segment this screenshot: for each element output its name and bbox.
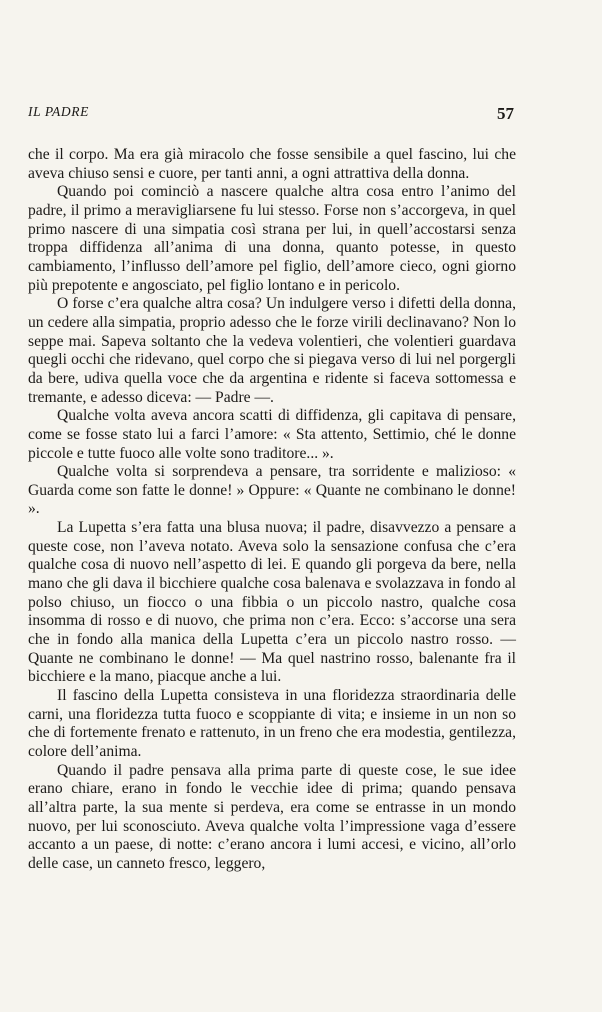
paragraph: che il corpo. Ma era già miracolo che fosse sensibile a quel fascino, lui che aveva chiuso sensi e cuore, per tanti anni, a ogni attrattiva della donna. [28,146,516,182]
paragraph: O forse c’era qualche altra cosa? Un indulgere verso i difetti della donna, un cedere alla simpatia, proprio adesso che le forze virili declinavano? Non lo seppe mai. Sapeva soltanto che la vedeva volentieri, che volentieri guardava quegli occhi che ridevano, quel corpo che si piegava verso di lui nel porgergli da bere, udiva quella voce che da argentina e ridente si faceva sottomessa e tremante, e adesso diceva: — Padre —. [28,295,516,406]
paragraph: La Lupetta s’era fatta una blusa nuova; il padre, disavvezzo a pensare a queste cose, non l’aveva notato. Aveva solo la sensazione confusa che c’era qualche cosa di nuovo nell’aspetto di lei. E quando gli porgeva da bere, nella mano che gli dava il bicchiere qualche cosa balenava e svolazzava in fondo al polso chiuso, un fiocco o una fibbia o un piccolo nastro, qualche cosa insomma di rosso e di nuovo, che prima non c’era. Ecco: s’accorse una sera che in fondo alla manica della Lupetta c’era un piccolo nastro rosso. — Quante ne combinano le donne! — Ma quel nastrino rosso, balenante fra il bicchiere e la mano, piacque anche a lui. [28,519,516,686]
paragraph: Quando il padre pensava alla prima parte di queste cose, le sue idee erano chiare, erano in fondo le vecchie idee di prima; quando pensava all’altra parte, la sua mente si perdeva, era come se entrasse in un mondo nuovo, per lui sconosciuto. Aveva qualche volta l’impressione vaga d’essere accanto a un paese, di notte: c’erano ancora i lumi accesi, e vicino, all’orlo delle case, un canneto fresco, leggero, [28,761,516,872]
paragraph: Qualche volta si sorprendeva a pensare, tra sorridente e malizioso: « Guarda come son fatte le donne! » Oppure: « Quante ne combinano le donne! ». [28,463,516,518]
running-title: IL PADRE [28,104,89,119]
paragraph: Il fascino della Lupetta consisteva in una floridezza straordinaria delle carni, una floridezza tutta fuoco e scoppiante di vita; e insieme in un non so che di fortemente frenato e rattenuto, in un freno che era modestia, gentilezza, colore dell’anima. [28,687,516,760]
body-text [28,146,516,874]
page-number: 57 [497,104,514,123]
paragraph: Qualche volta aveva ancora scatti di diffidenza, gli capitava di pensare, come se fosse stato lui a farci l’amore: « Sta attento, Settimio, ché le donne piccole e tutte fuoco alle volte sono traditore... ». [28,407,516,462]
paragraph: Quando poi cominciò a nascere qualche altra cosa entro l’animo del padre, il primo a meravigliarsene fu lui stesso. Forse non s’accorgeva, in quel primo nascere di una simpatia così strana per lui, in quell’accostarsi senza troppa diffidenza all’anima di una donna, quanto potesse, in questo cambiamento, l’influsso dell’amore pel figlio, dell’amore cieco, ogni giorno più prepotente e angosciato, pel figlio lontano e in pericolo. [28,183,516,294]
